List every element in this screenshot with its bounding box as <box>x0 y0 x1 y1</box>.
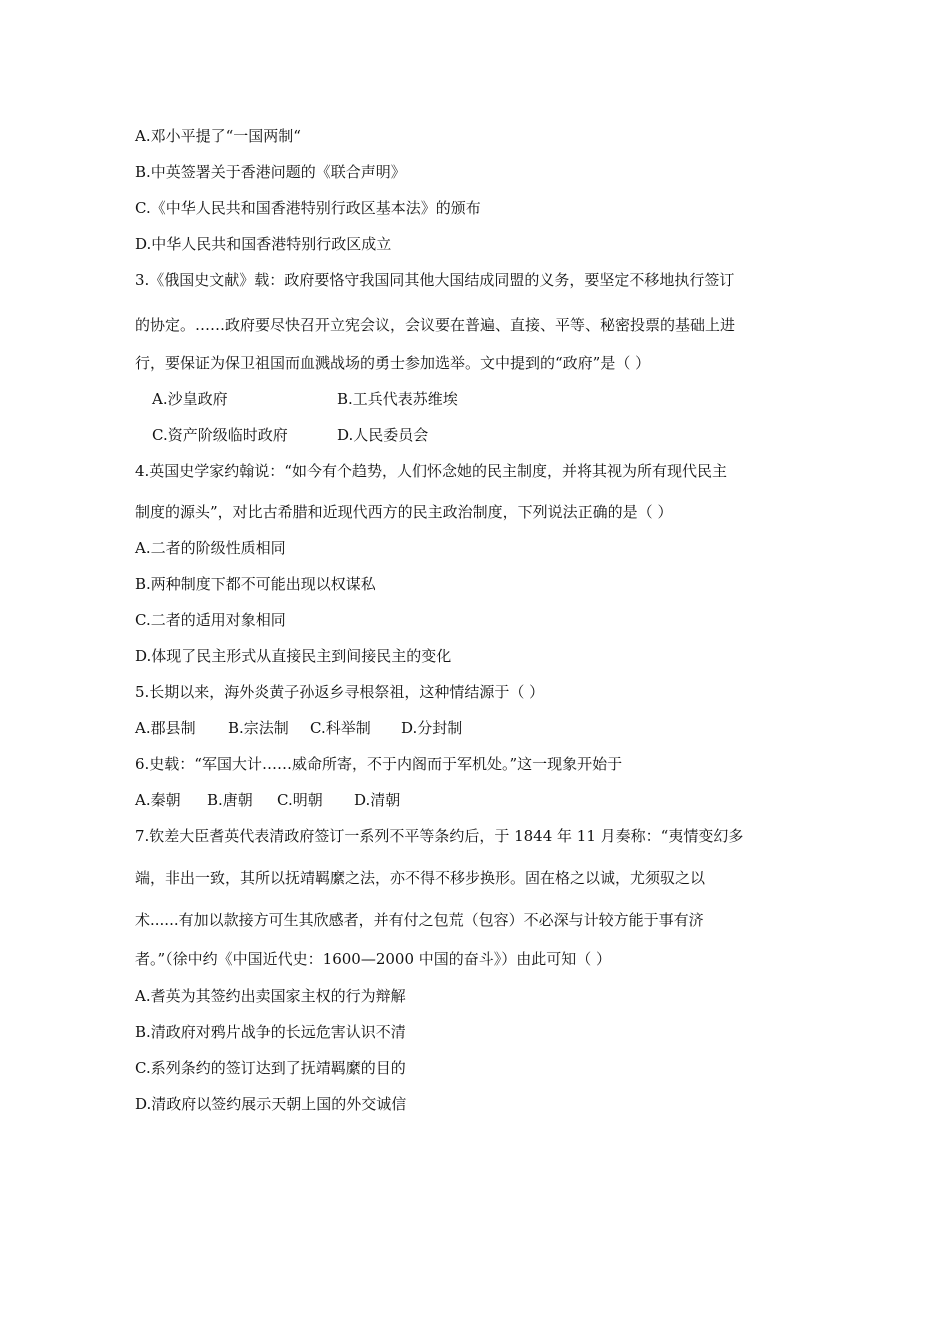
q4-option-b: B.两种制度下都不可能出现以权谋私 <box>135 575 376 593</box>
q6-option-a: A.秦朝 <box>135 791 181 809</box>
q5-option-b: B.宗法制 <box>228 719 289 737</box>
q5-option-a: A.郡县制 <box>135 719 196 737</box>
q5-stem: 5.长期以来，海外炎黄子孙返乡寻根祭祖，这种情结源于（ ） <box>135 683 545 701</box>
q6-options-row <box>135 790 400 810</box>
q6-option-b: B.唐朝 <box>207 791 253 809</box>
q3-stem-line-1: 3.《俄国史文献》载：政府要恪守我国同其他大国结成同盟的义务，要坚定不移地执行签订 <box>135 271 735 289</box>
q2-option-a: A.邓小平提了“一国两制“ <box>135 127 301 145</box>
q4-option-a: A.二者的阶级性质相同 <box>135 539 286 557</box>
q6-option-c: C.明朝 <box>277 791 323 809</box>
q4-option-c: C.二者的适用对象相同 <box>135 611 286 629</box>
q4-option-d: D.体现了民主形式从直接民主到间接民主的变化 <box>135 647 452 665</box>
q7-stem-line-1: 7.钦差大臣耆英代表清政府签订一系列不平等条约后，于 1844 年 11 月奏称：“夷情变幻多 <box>135 827 744 845</box>
q2-option-c: C.《中华人民共和国香港特别行政区基本法》的颁布 <box>135 199 481 217</box>
q5-option-c: C.科举制 <box>310 719 371 737</box>
q3-options-row-1 <box>152 389 458 409</box>
q3-option-d: D.人民委员会 <box>337 426 429 444</box>
q7-stem-line-2: 端，非出一致，其所以抚靖羁縻之法，亦不得不移步换形。固在格之以诚，尤须驭之以 <box>135 869 706 887</box>
q7-stem-line-3: 术......有加以款接方可生其欣感者，并有付之包荒（包容）不必深与计较方能于事有济 <box>135 911 704 929</box>
q6-stem: 6.史载：“军国大计……威命所寄，不于内阁而于军机处。”这一现象开始于 <box>135 755 623 773</box>
q3-stem-line-3: 行，要保证为保卫祖国而血溅战场的勇士参加选举。文中提到的“政府”是（ ） <box>135 354 651 372</box>
q7-option-d: D.清政府以签约展示天朝上国的外交诚信 <box>135 1095 407 1113</box>
q4-stem-line-2: 制度的源头”，对比古希腊和近现代西方的民主政治制度，下列说法正确的是（ ） <box>135 503 673 521</box>
q3-option-c: C.资产阶级临时政府 <box>152 426 288 444</box>
q2-option-b: B.中英签署关于香港问题的《联合声明》 <box>135 163 406 181</box>
q6-option-d: D.清朝 <box>354 791 401 809</box>
q3-option-a: A.沙皇政府 <box>152 390 228 408</box>
q5-options-row <box>135 718 462 738</box>
q3-options-row-2 <box>152 425 428 445</box>
q3-stem-line-2: 的协定。……政府要尽快召开立宪会议，会议要在普遍、直接、平等、秘密投票的基础上进 <box>135 316 736 334</box>
q7-option-c: C.系列条约的签订达到了抚靖羁縻的目的 <box>135 1059 406 1077</box>
q7-option-b: B.清政府对鸦片战争的长远危害认识不清 <box>135 1023 406 1041</box>
q7-stem-line-4: 者。”（徐中约《中国近代史：1600—2000 中国的奋斗》）由此可知（ ） <box>135 950 612 968</box>
q3-option-b: B.工兵代表苏维埃 <box>337 390 458 408</box>
q5-option-d: D.分封制 <box>401 719 463 737</box>
q2-option-d: D.中华人民共和国香港特别行政区成立 <box>135 235 392 253</box>
q7-option-a: A.耆英为其签约出卖国家主权的行为辩解 <box>135 987 406 1005</box>
q4-stem-line-1: 4.英国史学家约翰说：“如今有个趋势，人们怀念她的民主制度，并将其视为所有现代民主 <box>135 462 727 480</box>
